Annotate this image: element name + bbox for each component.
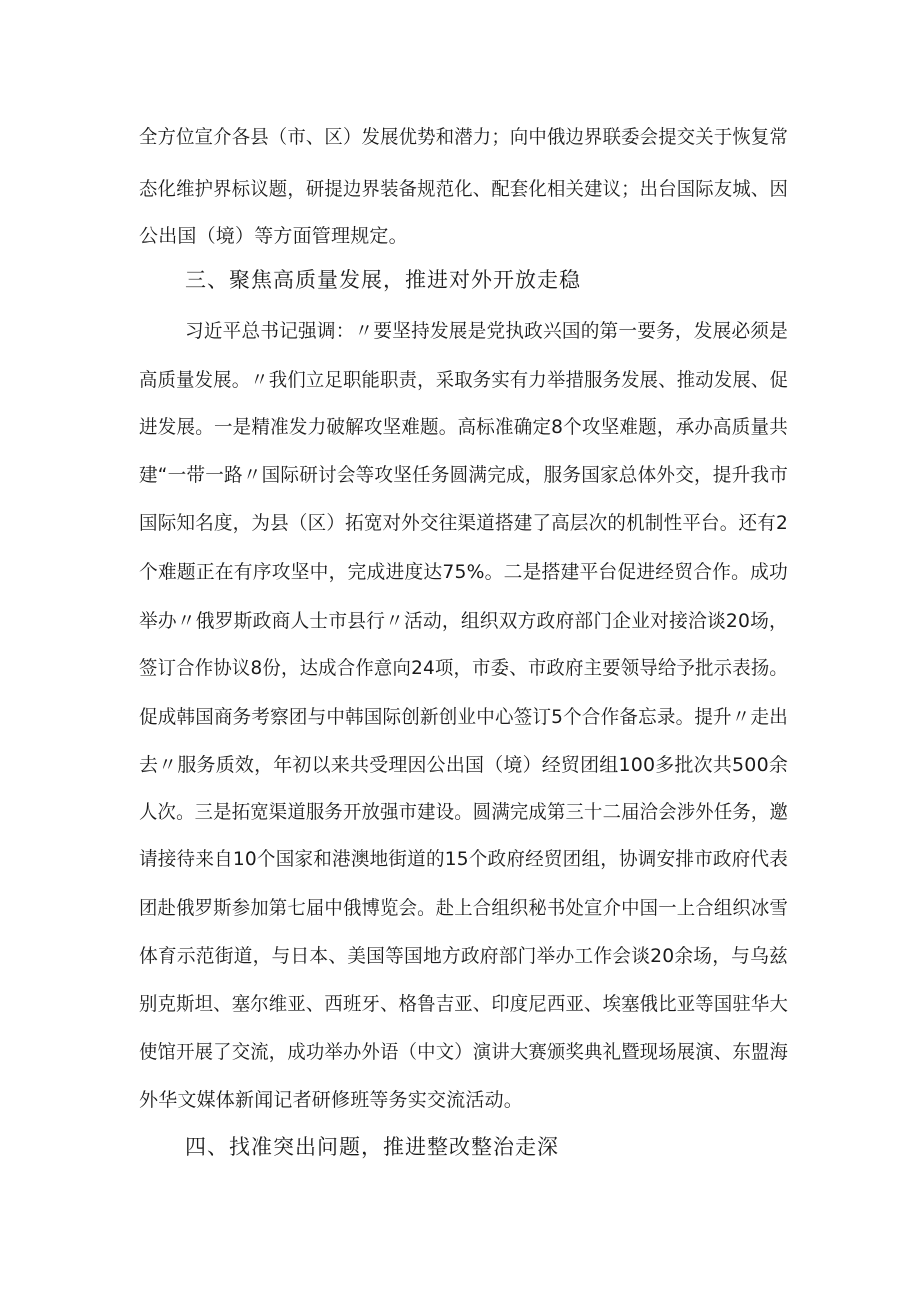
paragraph-line: 高质量发展。〃我们立足职能职责，采取务实有力举措服务发展、推动发展、促 [139, 369, 789, 391]
paragraph-line: 别克斯坦、塞尔维亚、西班牙、格鲁吉亚、印度尼西亚、埃塞俄比亚等国驻华大 [139, 993, 789, 1015]
paragraph-line: 习近平总书记强调：〃要坚持发展是党执政兴国的第一要务，发展必须是 [185, 320, 788, 342]
paragraph-line: 国际知名度，为县（区）拓宽对外交往渠道搭建了高层次的机制性平台。还有2 [139, 512, 788, 534]
section-heading-4: 四、找准突出问题，推进整改整治走深 [185, 1135, 559, 1159]
paragraph-line: 促成韩国商务考察团与中韩国际创新创业中心签订5个合作备忘录。提升〃走出 [139, 706, 788, 728]
paragraph-line: 全方位宣介各县（市、区）发展优势和潜力；向中俄边界联委会提交关于恢复常 [139, 126, 789, 148]
paragraph-line: 使馆开展了交流，成功举办外语（中文）演讲大赛颁奖典礼暨现场展演、东盟海 [139, 1041, 789, 1063]
paragraph-line: 请接待来自10个国家和港澳地街道的15个政府经贸团组，协调安排市政府代表 [139, 848, 789, 870]
paragraph-line: 建“一带一路〃国际研讨会等攻坚任务圆满完成，服务国家总体外交，提升我市 [139, 464, 789, 486]
paragraph-line: 进发展。一是精准发力破解攻坚难题。高标准确定8个攻坚难题，承办高质量共 [139, 416, 788, 438]
paragraph-line: 去〃服务质效，年初以来共受理因公出国（境）经贸团组100多批次共500余 [139, 754, 789, 776]
paragraph-line: 体育示范街道，与日本、美国等国地方政府部门举办工作会谈20余场，与乌兹 [139, 945, 788, 967]
paragraph-line: 团赴俄罗斯参加第七届中俄博览会。赴上合组织秘书处宣介中国一上合组织冰雪 [139, 897, 789, 919]
paragraph-line: 态化维护界标议题，研提边界装备规范化、配套化相关建议；出台国际友城、因 [139, 178, 789, 200]
paragraph-line: 公出国（境）等方面管理规定。 [139, 225, 408, 247]
section-heading-3: 三、聚焦高质量发展，推进对外开放走稳 [185, 268, 581, 292]
paragraph-line: 签订合作协议8份，达成合作意向24项，市委、市政府主要领导给予批示表扬。 [139, 657, 789, 679]
paragraph-line: 外华文媒体新闻记者研修班等务实交流活动。 [139, 1089, 524, 1111]
paragraph-line: 举办〃俄罗斯政商人士市县行〃活动，组织双方政府部门企业对接洽谈20场， [139, 610, 788, 632]
paragraph-line: 个难题正在有序攻坚中，完成进度达75%。二是搭建平台促进经贸合作。成功 [139, 561, 789, 583]
paragraph-line: 人次。三是拓宽渠道服务开放强市建设。圆满完成第三十二届洽会涉外任务，邀 [139, 801, 789, 823]
